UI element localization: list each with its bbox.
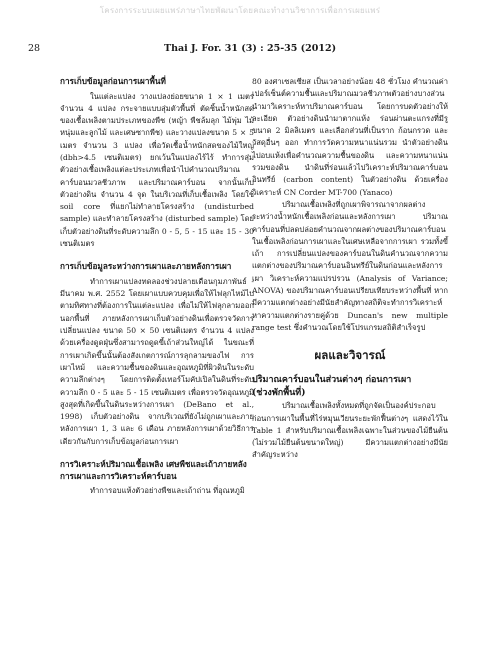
section-heading-pre-burn: การเก็บข้อมูลก่อนการเผาพื้นที่: [60, 76, 166, 86]
paragraph-pre-burn: ในแต่ละแปลง วางแปลงย่อยขนาด 1 × 1 เมตร จำนวน 4 แปลง กระจายแบบสุ่มตัวพื้นที่ ตัดชิ้นน้ำหนักสดของเชื้อเพลิงตามประเภทของพืช (หญ้า พืชล้มลุก ไม้พุ่ม ไม้หนุ่มและลูกไม้ และเศษซากพืช) และวางแปลงขนาด 5 × 5 เมตร จำนวน 3 แปลง เพื่อวัดเชื้อน้ำหนักสดของไม้ใหญ่ (dbh>4.5 เซนติเมตร) ยกเว้นในแปลงไร้ไร้ ทำการสุ่มตัวอย่างเชื้อเพลิงแต่ละประเภทเพื่อนำไปคำนวณปริมาณคาร์บอนมวลชีวภาพ และปริมาณคาร์บอน จากนั้นเก็บตัวอย่างดิน จำนวน 4 จุด ในบริเวณที่เก็บเชื้อเพลิง โดยใช้ soil core ที่แยกไม่ทำลายโครงสร้าง (undisturbed sample) และทำลายโครงสร้าง (disturbed sample) โดยเก็บตัวอย่างดินที่ระดับความลึก 0 - 5, 5 - 15 และ 15 - 30 เซนติเมตร: [60, 91, 254, 249]
section-heading-during-burn: การเก็บข้อมูลระหว่างการเผาและภายหลังการเผา: [60, 261, 232, 272]
page-number: 28: [28, 43, 41, 54]
paragraph-results: ปริมาณเชื้อเพลิงทั้งหมดที่ถูกจัดเป็นองค์ประกอบก่อนการเผาในพื้นที่ไร่หมุนเวียนระยะพักฟื้นต่างๆ แสดงไว้ใน Table 1 สำหรับปริมาณเชื้อเพลิงเฉพาะในส่วนของไม้ยืนต้น (ไม่รวมไม้ยืนต้นขนาดใหญ่) มีความแตกต่างอย่างมีนัยสำคัญระหว่าง: [252, 401, 448, 460]
paragraph-during-burn: ทำการเผาแปลงทดลองช่วงปลายเดือนกุมภาพันธ์ - มีนาคม พ.ศ. 2552 โดยเผาแบบควบคุมเพื่อให้ไฟลุกไหม้ไปตามทิศทางที่ต้องการในแต่ละแปลง เพื่อไม่ให้ไฟลุกลามออกนอกพื้นที่ ภายหลังการเผาเก็บตัวอย่างดินเพื่อตรวจวัดการเปลี่ยนแปลง ขนาด 50 × 50 เซนติเมตร จำนวน 4 แปลง ด้วยเครื่องดูดฝุ่นซึ่งสามารถดูดขี้เถ้าส่วนใหญ่ได้ ในขณะที่การเผาเกิดขึ้นนั้นต้องสังเกตการณ์การลุกลามของไฟ การเผาไหม้ และความชื้นของดินและอุณหภูมิที่ผิวดินในระดับความลึกต่างๆ โดยการติดตั้งเทอร์โมคัปเปิลในดินที่ระดับความลึก 0 - 5 และ 5 - 15 เซนติเมตร เพื่อตรวจวัดอุณหภูมิสูงสุดที่เกิดขึ้นในดินระหว่างการเผา (DeBano et al., 1998) เก็บตัวอย่างดิน จากบริเวณที่ยังไม่ถูกเผาและภายหลังการเผา 1, 3 และ 6 เดือน ภายหลังการเผาด้วยวิธีการเดียวกันกับการเก็บข้อมูลก่อนการเผา: [60, 276, 254, 446]
subheading-carbon-before-burn: ปริมาณคาร์บอนในส่วนต่างๆ ก่อนการเผา: [252, 375, 412, 386]
right-column: [252, 76, 448, 462]
paragraph-statistics: ปริมาณเชื้อเพลิงที่ถูกเผาพิจารณาจากผลต่างระหว่างน้ำหนักเชื้อเพลิงก่อนและหลังการเผา ปริมาณคาร์บอนที่ปลดปล่อยคำนวณจากผลต่างของปริมาณคาร์บอนในเชื้อเพลิงก่อนการเผาและในเศษเหลือจากการเผา รวมทั้งขี้เถ้า การเปลี่ยนแปลงของคาร์บอนในดินคำนวณจากความแตกต่างของปริมาณคาร์บอนอินทรีย์ในดินก่อนและหลังการเผา วิเคราะห์ความแปรปรวน (Analysis of Variance; ANOVA) ของปริมาณคาร์บอนเปรียบเทียบระหว่างพื้นที่ หากมีความแตกต่างอย่างมีนัยสำคัญทางสถิติจะทำการวิเคราะห์หาความแตกต่างรายคู่ด้วย Duncan's new multiple range test ซึ่งคำนวณโดยใช้โปรแกรมสถิติสำเร็จรูป: [252, 199, 448, 332]
paragraph-drying: 80 องศาเซลเซียส เป็นเวลาอย่างน้อย 48 ชั่วโมง คำนวณค่าเปอร์เซ็นต์ความชื้นและปริมาณมวลชีวภาพตัวอย่างบางส่วนนำมาวิเคราะห์หาปริมาณคาร์บอน โดยการบดตัวอย่างให้ละเอียด ตัวอย่างดินนำมาตากแห้ง ร่อนผ่านตะแกรงที่มีรูขนาด 2 มิลลิเมตร และเลือกส่วนที่เป็นราก ก้อนกรวด และวัสดุอื่นๆ ออก ทำการวัดความหนาแน่นรวม นำตัวอย่างดินไปอบแห้งเพื่อคำนวณความชื้นของดิน และความหนาแน่นรวมของดิน นำดินที่ร่อนแล้วไปวิเคราะห์ปริมาณคาร์บอนอินทรีย์ (carbon content) ในตัวอย่างดิน ด้วยเครื่องวิเคราะห์ CN Corder MT-700 (Yanaco): [252, 77, 448, 197]
section-heading-analysis: การวิเคราะห์ปริมาณเชื้อเพลิง เศษพืชและเถ้าภายหลังการเผาและการวิเคราะห์คาร์บอน: [60, 459, 247, 481]
left-column: [60, 76, 254, 497]
watermark-text: โครงการระบบเผยแพร่ภาษาไทยพัฒนาโดยคณะทำงานวิชาการเพื่อการเผยแพร่: [99, 6, 381, 15]
subheading-fallow-period: (ช่วงพักพื้นที่): [252, 388, 306, 399]
paragraph-analysis: ทำการอบแห้งตัวอย่างพืชและเถ้าถ่าน ที่อุณหภูมิ: [90, 486, 245, 496]
results-heading: ผลและวิจารณ์: [314, 348, 386, 363]
journal-citation: Thai J. For. 31 (3) : 25-35 (2012): [164, 43, 337, 54]
